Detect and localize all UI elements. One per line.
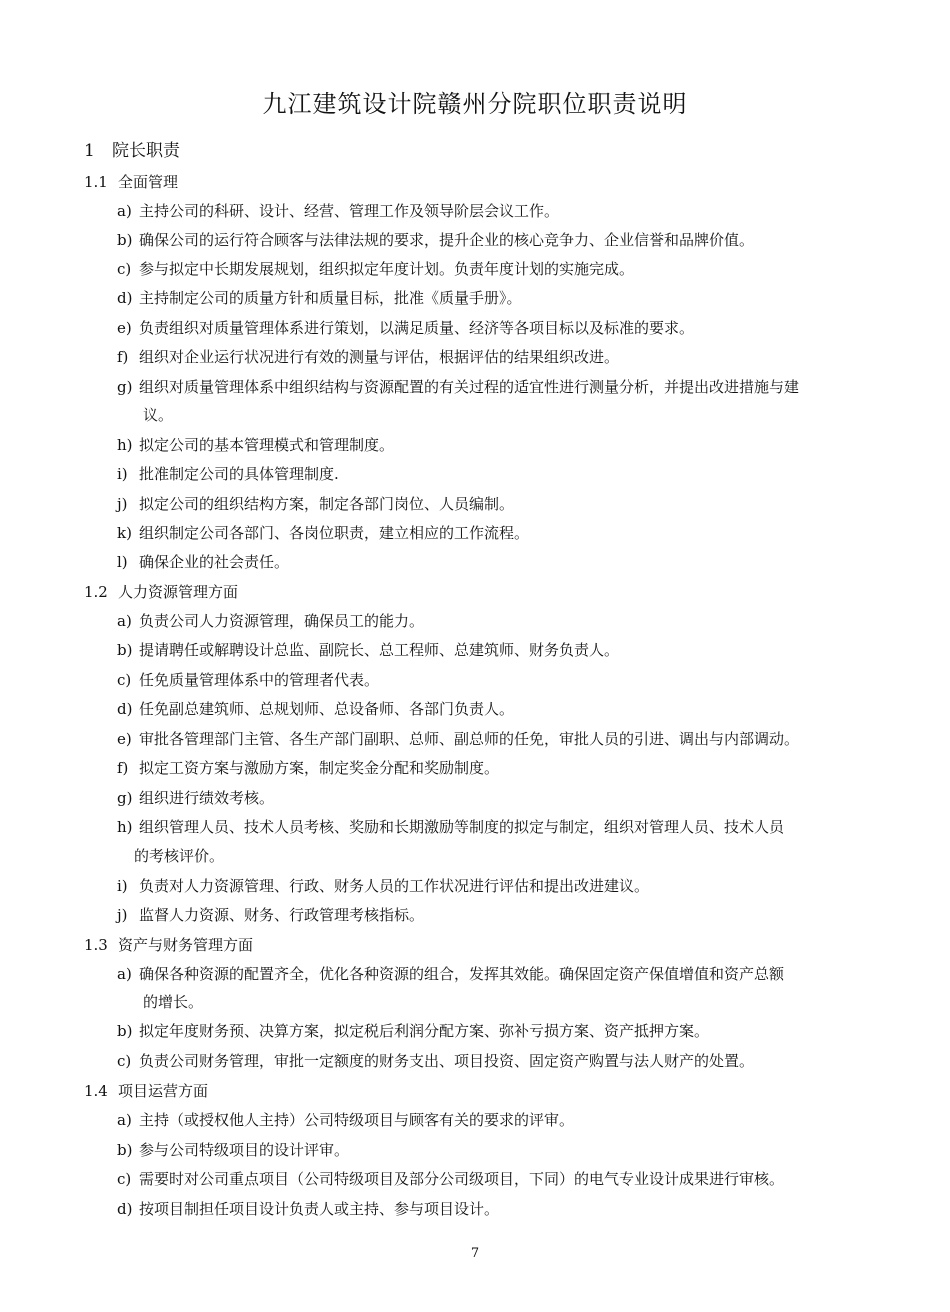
list-item (117, 318, 694, 338)
item-text: 资产与财务管理方面 (118, 936, 254, 954)
item-number: b) (117, 1022, 133, 1040)
list-item (117, 1021, 709, 1041)
item-text: 组织对质量管理体系中组织结构与资源配置的有关过程的适宜性进行测量分析，并提出改进措施与建 (139, 378, 800, 396)
item-number: h) (117, 818, 133, 836)
item-number: g) (117, 378, 133, 396)
item-number: c) (117, 1052, 132, 1070)
item-text: 拟定年度财务预、决算方案，拟定税后利润分配方案、弥补亏损方案、资产抵押方案。 (139, 1022, 710, 1040)
list-item (117, 758, 499, 778)
list-item (117, 259, 634, 279)
item-number: d) (117, 1200, 133, 1218)
list-item (117, 1140, 349, 1160)
item-text: 负责组织对质量管理体系进行策划，以满足质量、经济等各项目标以及标准的要求。 (139, 319, 695, 337)
list-item (117, 552, 289, 572)
item-text: 确保各种资源的配置齐全，优化各种资源的组合，发挥其效能。确保固定资产保值增值和资产总额 (139, 965, 785, 983)
item-text: 项目运营方面 (118, 1082, 209, 1100)
item-text: 的增长。 (143, 993, 204, 1011)
section-heading (84, 140, 180, 162)
item-number: g) (117, 789, 133, 807)
list-item (117, 1051, 754, 1071)
list-item (117, 670, 379, 690)
list-item (117, 464, 339, 484)
item-number: c) (117, 671, 132, 689)
item-text: 负责对人力资源管理、行政、财务人员的工作状况进行评估和提出改进建议。 (139, 877, 650, 895)
list-item (117, 230, 754, 250)
item-text: 议。 (143, 406, 174, 424)
item-text: 确保企业的社会责任。 (139, 553, 290, 571)
item-text: 组织制定公司各部门、各岗位职责，建立相应的工作流程。 (139, 524, 530, 542)
subsection-heading (84, 172, 178, 192)
item-text: 人力资源管理方面 (118, 583, 239, 601)
item-number: e) (117, 730, 132, 748)
item-number: a) (117, 202, 132, 220)
item-text: 组织对企业运行状况进行有效的测量与评估，根据评估的结果组织改进。 (139, 348, 620, 366)
item-text: 组织管理人员、技术人员考核、奖励和长期激励等制度的拟定与制定，组织对管理人员、技术人员 (139, 818, 785, 836)
item-number: a) (117, 612, 132, 630)
list-item (117, 494, 514, 514)
item-text: 监督人力资源、财务、行政管理考核指标。 (139, 906, 425, 924)
list-item (117, 817, 784, 837)
item-number: j) (117, 495, 128, 513)
subsection-heading (84, 582, 238, 602)
item-text: 负责公司财务管理，审批一定额度的财务支出、项目投资、固定资产购置与法人财产的处置。 (139, 1052, 755, 1070)
item-number: j) (117, 906, 128, 924)
list-item-continuation (143, 992, 203, 1012)
item-number: a) (117, 1111, 132, 1129)
subsection-heading (84, 935, 253, 955)
item-number: i) (117, 877, 128, 895)
item-text: 负责公司人力资源管理，确保员工的能力。 (139, 612, 425, 630)
item-text: 拟定公司的组织结构方案，制定各部门岗位、人员编制。 (139, 495, 515, 513)
item-number: h) (117, 436, 133, 454)
list-item (117, 788, 274, 808)
item-text: 主持公司的科研、设计、经营、管理工作及领导阶层会议工作。 (139, 202, 560, 220)
item-number: b) (117, 1141, 133, 1159)
list-item-continuation (134, 846, 224, 866)
item-text: 按项目制担任项目设计负责人或主持、参与项目设计。 (139, 1200, 500, 1218)
item-number: e) (117, 319, 132, 337)
item-text: 全面管理 (118, 173, 179, 191)
list-item-continuation (143, 405, 173, 425)
item-number: 1.2 (84, 583, 108, 601)
item-number: d) (117, 289, 133, 307)
list-item (117, 288, 522, 308)
list-item (117, 435, 394, 455)
list-item (117, 377, 799, 397)
subsection-heading (84, 1081, 208, 1101)
list-item (117, 964, 784, 984)
item-text: 拟定公司的基本管理模式和管理制度。 (139, 436, 395, 454)
list-item (117, 1110, 574, 1130)
item-text: 拟定工资方案与激励方案，制定奖金分配和奖励制度。 (139, 759, 500, 777)
list-item (117, 876, 649, 896)
item-number: 1.4 (84, 1082, 108, 1100)
item-number: f) (117, 348, 129, 366)
item-number: k) (117, 524, 132, 542)
list-item (117, 729, 799, 749)
list-item (117, 523, 529, 543)
item-number: f) (117, 759, 129, 777)
item-number: 1 (84, 141, 95, 161)
item-text: 参与拟定中长期发展规划，组织拟定年度计划。负责年度计划的实施完成。 (139, 260, 635, 278)
item-number: a) (117, 965, 132, 983)
item-text: 参与公司特级项目的设计评审。 (139, 1141, 350, 1159)
item-text: 任免质量管理体系中的管理者代表。 (139, 671, 380, 689)
item-number: d) (117, 700, 133, 718)
list-item (117, 1169, 784, 1189)
page-number: 7 (470, 1246, 480, 1261)
item-text: 批准制定公司的具体管理制度. (139, 465, 339, 483)
item-text: 主持（或授权他人主持）公司特级项目与顾客有关的要求的评审。 (139, 1111, 575, 1129)
list-item (117, 201, 559, 221)
list-item (117, 640, 619, 660)
list-item (117, 1199, 499, 1219)
item-text: 需要时对公司重点项目（公司特级项目及部分公司级项目，下同）的电气专业设计成果进行审核。 (139, 1170, 785, 1188)
list-item (117, 905, 424, 925)
item-number: 1.3 (84, 936, 108, 954)
item-number: i) (117, 465, 128, 483)
item-text: 确保公司的运行符合顾客与法律法规的要求，提升企业的核心竞争力、企业信誉和品牌价值。 (139, 231, 755, 249)
item-text: 组织进行绩效考核。 (139, 789, 275, 807)
item-text: 提请聘任或解聘设计总监、副院长、总工程师、总建筑师、财务负责人。 (139, 641, 620, 659)
item-text: 审批各管理部门主管、各生产部门副职、总师、副总师的任免，审批人员的引进、调出与内部调动。 (139, 730, 800, 748)
item-text: 任免副总建筑师、总规划师、总设备师、各部门负责人。 (139, 700, 515, 718)
item-text: 院长职责 (112, 141, 180, 161)
item-number: b) (117, 231, 133, 249)
item-number: c) (117, 260, 132, 278)
item-number: 1.1 (84, 173, 108, 191)
document-title: 九江建筑设计院赣州分院职位职责说明 (262, 90, 688, 118)
item-number: c) (117, 1170, 132, 1188)
list-item (117, 699, 514, 719)
list-item (117, 611, 424, 631)
item-number: b) (117, 641, 133, 659)
item-number: l) (117, 553, 128, 571)
item-text: 的考核评价。 (134, 847, 225, 865)
item-text: 主持制定公司的质量方针和质量目标，批准《质量手册》。 (139, 289, 522, 307)
list-item (117, 347, 619, 367)
